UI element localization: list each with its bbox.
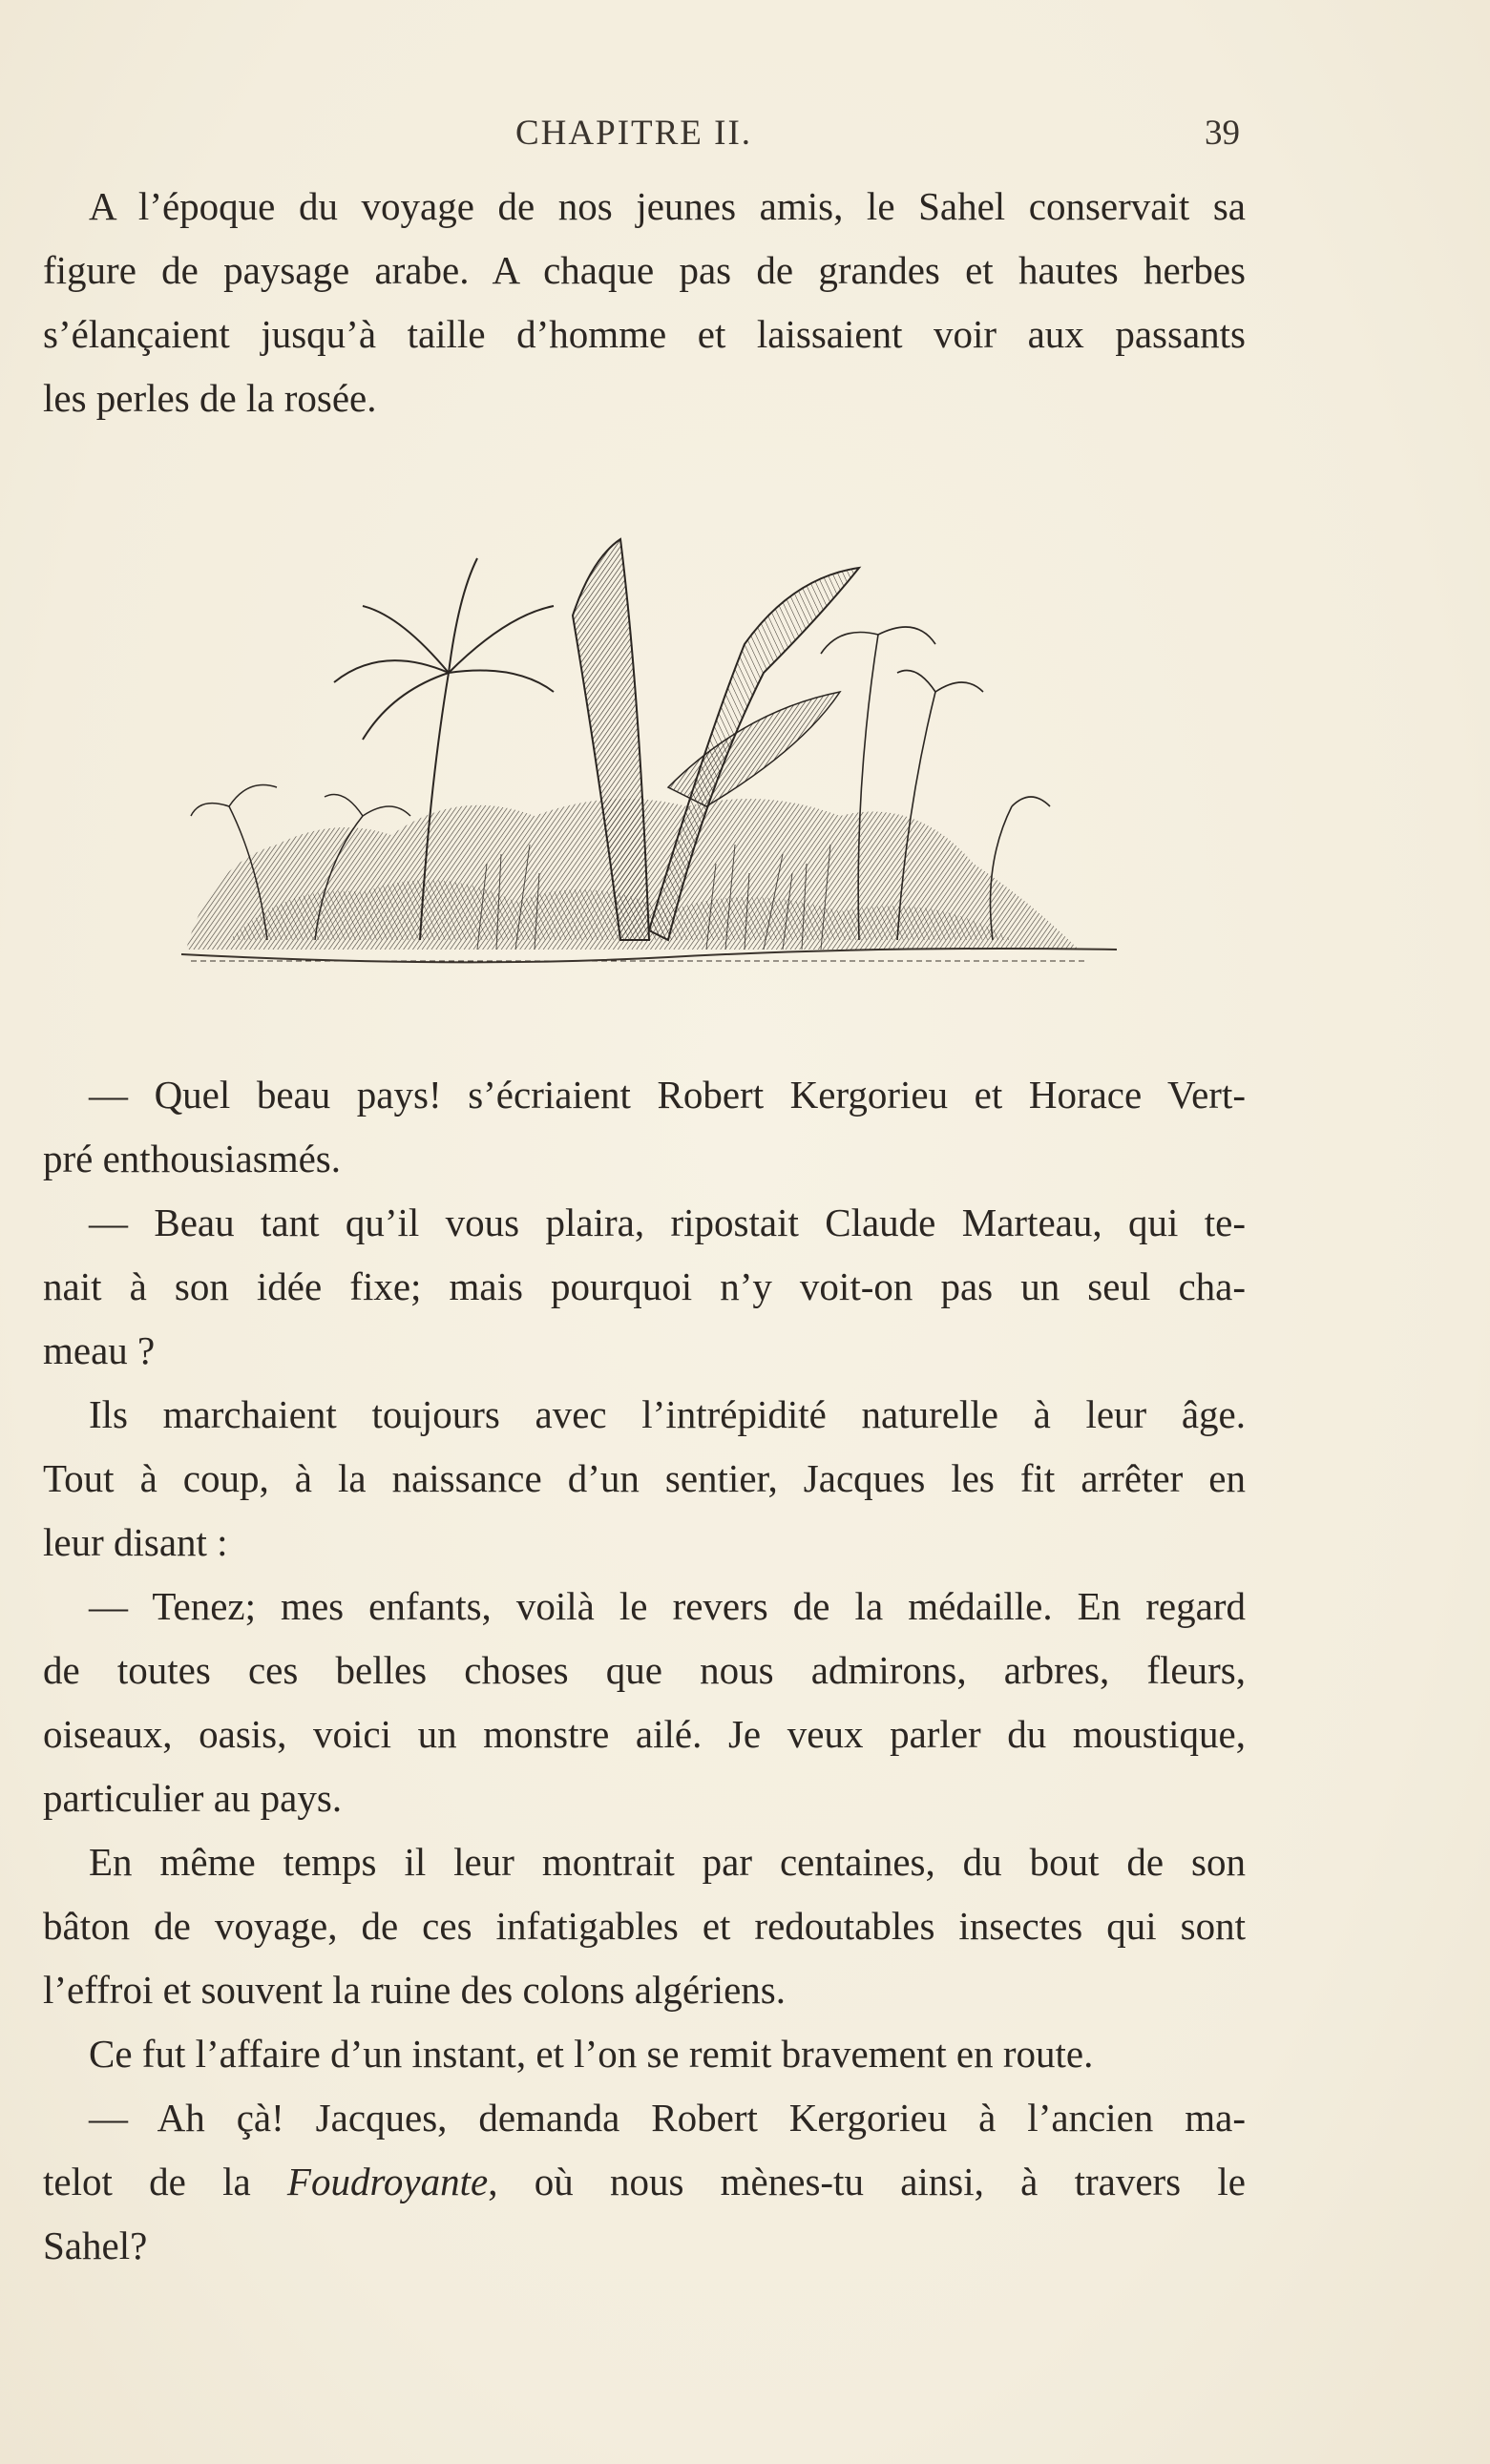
- text-line: — Quel beau pays! s’écriaient Robert Kergorieu et Horace Vert-: [89, 1073, 1246, 1117]
- text-line: particulier au pays.: [43, 1776, 343, 1820]
- text-line: de toutes ces belles choses que nous admirons, arbres, fleurs,: [43, 1648, 1246, 1692]
- text-line: oiseaux, oasis, voici un monstre ailé. Je veux parler du moustique,: [43, 1712, 1246, 1756]
- paragraphs-bottom: [43, 1063, 1246, 2278]
- text-line: Sahel?: [43, 2224, 148, 2267]
- text-line: bâton de voyage, de ces infatigables et redoutables insectes qui sont: [43, 1904, 1246, 1948]
- running-head-title: CHAPITRE II.: [515, 114, 753, 153]
- paragraph-top: [43, 175, 1246, 430]
- page-number: 39: [1205, 114, 1240, 153]
- text-line: leur disant :: [43, 1520, 228, 1564]
- text-line: pré enthousiasmés.: [43, 1137, 341, 1180]
- text-line: Ils marchaient toujours avec l’intrépidité naturelle à leur âge.: [89, 1392, 1246, 1436]
- text-line: les perles de la rosée.: [43, 376, 377, 420]
- text-line: — Ah çà! Jacques, demanda Robert Kergorieu à l’ancien ma-: [89, 2096, 1246, 2140]
- text-line: nait à son idée fixe; mais pourquoi n’y voit-on pas un seul cha-: [43, 1264, 1246, 1308]
- text-segment: , où nous mènes-tu ainsi, à travers le: [488, 2160, 1246, 2203]
- text-line: — Tenez; mes enfants, voilà le revers de la médaille. En regard: [89, 1584, 1246, 1628]
- text-line: — Beau tant qu’il vous plaira, ripostait Claude Marteau, qui te-: [89, 1201, 1246, 1244]
- ship-name: Foudroyante: [286, 2160, 489, 2203]
- text-segment: telot de la: [43, 2160, 287, 2203]
- text-line: l’effroi et souvent la ruine des colons algériens.: [43, 1968, 786, 2012]
- jungle-engraving-icon: [172, 501, 1126, 978]
- text-line: A l’époque du voyage de nos jeunes amis, le Sahel conservait sa: [89, 184, 1246, 228]
- text-line-with-ship-name: [43, 2150, 1246, 2214]
- text-line: En même temps il leur montrait par centaines, du bout de son: [89, 1840, 1246, 1884]
- text-line: Ce fut l’affaire d’un instant, et l’on se remit bravement en route.: [89, 2032, 1094, 2076]
- text-line: s’élançaient jusqu’à taille d’homme et laissaient voir aux passants: [43, 312, 1246, 356]
- text-line: meau ?: [43, 1328, 156, 1372]
- text-line: Tout à coup, à la naissance d’un sentier, Jacques les fit arrêter en: [43, 1456, 1246, 1500]
- text-line: figure de paysage arabe. A chaque pas de grandes et hautes herbes: [43, 248, 1246, 292]
